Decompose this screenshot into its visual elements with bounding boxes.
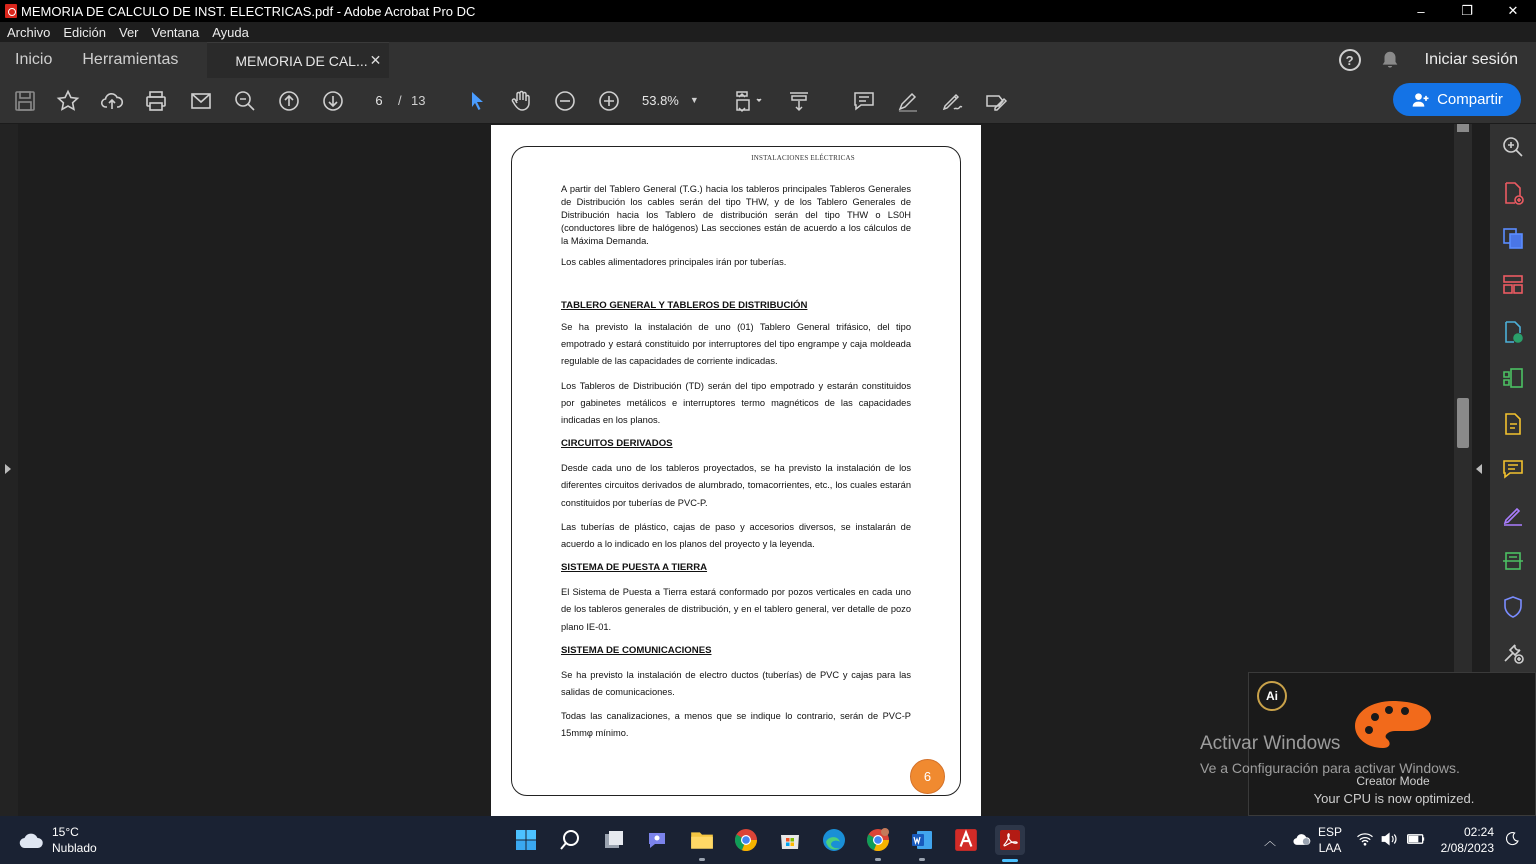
expand-left-icon — [5, 464, 11, 474]
page-fit-icon[interactable] — [729, 88, 767, 114]
language-primary: ESP — [1318, 825, 1343, 839]
next-page-icon[interactable] — [320, 88, 346, 114]
compress-icon[interactable] — [1501, 366, 1525, 390]
title-bar — [0, 0, 1536, 22]
edge-icon[interactable] — [819, 825, 849, 855]
collapse-right-panel-icon[interactable] — [1476, 464, 1482, 474]
chevron-down-icon: ▼ — [689, 95, 699, 105]
highlight-pen-icon[interactable] — [895, 88, 921, 114]
main-toolbar — [0, 78, 1536, 124]
left-panel-toggle[interactable] — [0, 124, 18, 816]
file-explorer-icon[interactable] — [687, 825, 717, 855]
menu-edicion[interactable]: Edición — [63, 24, 106, 40]
more-tools-icon[interactable] — [1501, 641, 1525, 665]
menu-ventana[interactable]: Ventana — [151, 24, 200, 40]
help-icon[interactable]: ? — [1339, 49, 1361, 71]
section-heading: SISTEMA DE PUESTA A TIERRA — [561, 562, 708, 574]
minimize-button[interactable]: – — [1417, 3, 1425, 19]
paragraph: El Sistema de Puesta a Tierra estará conformado por pozos verticales en cada uno de los tableros generales de distribución, y en el tablero general, ver detalle de pozo plano IE-01. — [561, 587, 911, 632]
restore-button[interactable]: ❐ — [1461, 3, 1473, 18]
windows-start-icon[interactable] — [511, 825, 541, 855]
scan-ocr-icon[interactable] — [1501, 549, 1525, 573]
menu-bar — [0, 22, 1536, 42]
zoom-level-select[interactable] — [642, 89, 710, 111]
edit-pdf-icon[interactable] — [1501, 320, 1525, 344]
activate-windows-title: Activar Windows — [1200, 733, 1341, 754]
sign-in-link[interactable]: Iniciar sesión — [1424, 51, 1518, 68]
account-area — [1339, 42, 1536, 78]
acrobat-pro-icon[interactable] — [995, 825, 1025, 855]
paragraph: Se ha previsto la instalación de electro ductos (tuberías) de PVC y cajas para las salidas de comunicaciones. — [561, 669, 911, 698]
zoom-search-icon[interactable] — [232, 88, 258, 114]
share-label: Compartir — [1437, 91, 1503, 108]
teams-chat-icon[interactable] — [643, 825, 673, 855]
close-window-button[interactable]: ✕ — [1507, 3, 1519, 18]
active-indicator — [1002, 859, 1018, 862]
weather-condition: Nublado — [52, 841, 97, 855]
page-number-badge: 6 — [910, 759, 945, 794]
export-pdf-icon[interactable] — [1501, 226, 1525, 250]
tab-herramientas[interactable]: Herramientas — [82, 51, 179, 68]
wifi-icon[interactable] — [1356, 831, 1374, 850]
paragraph: A partir del Tablero General (T.G.) hacia los tableros principales Tableros Generales de Distribución los cables serán del tipo THW, y de los Tablero Generales de Distribución hacia los Tablero de distribución serán del tipo THW o LS0H (conductores libre de halógenos) Las secciones están de acuerdo a los cálculos de la Máxima Demanda. — [561, 184, 911, 246]
microsoft-store-icon[interactable] — [775, 825, 805, 855]
fill-and-sign-icon[interactable] — [1501, 503, 1525, 527]
running-head: INSTALACIONES ELÉCTRICAS — [751, 154, 855, 162]
scrollbar-cap — [1457, 124, 1469, 132]
paragraph: Desde cada uno de los tableros proyectados, se ha previsto la instalación de los diferentes circuitos derivados de alumbrado, tomacorrientes, etc., los cuales estarán constituidos por tuberías de PVC-P. — [561, 463, 911, 508]
battery-icon[interactable] — [1406, 831, 1426, 850]
acrobat-reader-icon[interactable] — [951, 825, 981, 855]
sign-pen-icon[interactable] — [939, 88, 965, 114]
scrollbar-thumb[interactable] — [1457, 398, 1469, 448]
running-indicator — [699, 858, 705, 861]
total-pages: 13 — [411, 92, 426, 108]
organize-pages-icon[interactable] — [1501, 273, 1525, 297]
pdf-page — [491, 125, 981, 816]
volume-icon[interactable] — [1380, 831, 1398, 850]
task-view-icon[interactable] — [599, 825, 629, 855]
paragraph: Los cables alimentadores principales irán por tuberías. — [561, 257, 787, 267]
weather-widget[interactable] — [18, 824, 97, 856]
zoom-out-icon[interactable] — [552, 88, 578, 114]
palette-icon — [1353, 699, 1433, 751]
share-button[interactable] — [1393, 83, 1521, 116]
menu-ver[interactable]: Ver — [119, 24, 139, 40]
section-heading: CIRCUITOS DERIVADOS — [561, 438, 673, 450]
running-indicator — [875, 858, 881, 861]
creator-mode-title: Creator Mode — [1356, 774, 1430, 788]
activate-windows-subtitle: Ve a Configuración para activar Windows. — [1200, 760, 1460, 776]
tab-bar — [0, 42, 1536, 78]
paragraph: Todas las canalizaciones, a menos que se indique lo contrario, serán de PVC-P 15mmφ mínimo. — [561, 711, 911, 739]
email-icon[interactable] — [188, 88, 214, 114]
comment-panel-icon[interactable] — [1501, 457, 1525, 481]
clock-date: 2/08/2023 — [1440, 841, 1494, 855]
upload-cloud-icon[interactable] — [99, 88, 125, 114]
menu-ayuda[interactable]: Ayuda — [212, 24, 249, 40]
chrome-icon[interactable] — [731, 825, 761, 855]
pdf-file-icon — [5, 4, 17, 18]
section-heading: SISTEMA DE COMUNICACIONES — [561, 644, 712, 656]
section-heading: TABLERO GENERAL Y TABLEROS DE DISTRIBUCIÓN — [561, 300, 808, 311]
running-indicator — [919, 858, 925, 861]
scroll-mode-icon[interactable] — [786, 88, 812, 114]
onedrive-cloud-icon[interactable] — [1292, 831, 1312, 850]
temperature: 15°C — [52, 825, 79, 839]
previous-page-icon[interactable] — [276, 88, 302, 114]
creator-mode-subtitle: Your CPU is now optimized. — [1313, 791, 1475, 806]
add-user-icon — [1411, 90, 1431, 110]
select-cursor-icon[interactable] — [464, 88, 490, 114]
search-icon[interactable] — [555, 825, 585, 855]
cloud-icon — [18, 831, 44, 849]
paragraph: Los Tableros de Distribución (TD) serán del tipo empotrado y estarán constituidos por gabinetes metálicos e interruptores termo magnéticos de las capacidades indicadas en los planos. — [561, 380, 911, 426]
comment-icon[interactable] — [851, 88, 877, 114]
clock[interactable] — [1436, 824, 1494, 856]
paragraph: Se ha previsto la instalación de uno (01) Tablero General trifásico, del tipo empotrado y estará constituido por interruptores del tipo engrampe y caja moldeada regulable de las capacidades de corriente indicadas. — [561, 322, 911, 367]
comment-list-icon[interactable] — [1501, 412, 1525, 436]
window-controls — [1398, 0, 1536, 22]
notifications-bell-icon[interactable] — [1379, 49, 1401, 71]
clock-time: 02:24 — [1463, 825, 1494, 839]
language-secondary: LAA — [1318, 841, 1342, 855]
save-icon[interactable] — [12, 88, 38, 114]
chrome-profile-icon[interactable] — [863, 825, 893, 855]
document-tab-label: MEMORIA DE CAL... — [235, 52, 368, 69]
tab-inicio[interactable]: Inicio — [15, 51, 53, 68]
zoom-in-icon[interactable] — [596, 88, 622, 114]
word-icon[interactable] — [907, 825, 937, 855]
current-page-input[interactable]: 6 — [375, 92, 383, 108]
paragraph: Las tuberías de plástico, cajas de paso y accesorios diversos, se instalarán de acuerdo a lo indicado en los planos del proyecto y la leyenda. — [561, 521, 911, 550]
notification-moon-icon[interactable] — [1504, 831, 1520, 850]
search-zoom-icon[interactable] — [1501, 135, 1525, 159]
print-icon[interactable] — [143, 88, 169, 114]
window-title: MEMORIA DE CALCULO DE INST. ELECTRICAS.pdf - Adobe Acrobat Pro DC — [21, 3, 476, 19]
zoom-level-value: 53.8% — [642, 92, 679, 108]
create-pdf-icon[interactable] — [1501, 181, 1525, 205]
hand-tool-icon[interactable] — [508, 88, 534, 114]
chevron-up-icon[interactable]: ︿ — [1264, 834, 1277, 848]
weather-text — [52, 824, 97, 856]
tab-document[interactable] — [207, 42, 389, 78]
fill-sign-icon[interactable] — [983, 88, 1009, 114]
page-content — [561, 183, 911, 743]
menu-archivo[interactable]: Archivo — [7, 24, 51, 40]
bookmark-star-icon[interactable] — [55, 88, 81, 114]
protect-shield-icon[interactable] — [1501, 595, 1525, 619]
page-separator: / — [398, 92, 402, 108]
close-tab-icon[interactable]: ✕ — [369, 52, 382, 68]
language-indicator[interactable] — [1318, 824, 1342, 856]
taskbar — [0, 816, 1536, 864]
ai-logo-icon: Ai — [1257, 681, 1287, 711]
